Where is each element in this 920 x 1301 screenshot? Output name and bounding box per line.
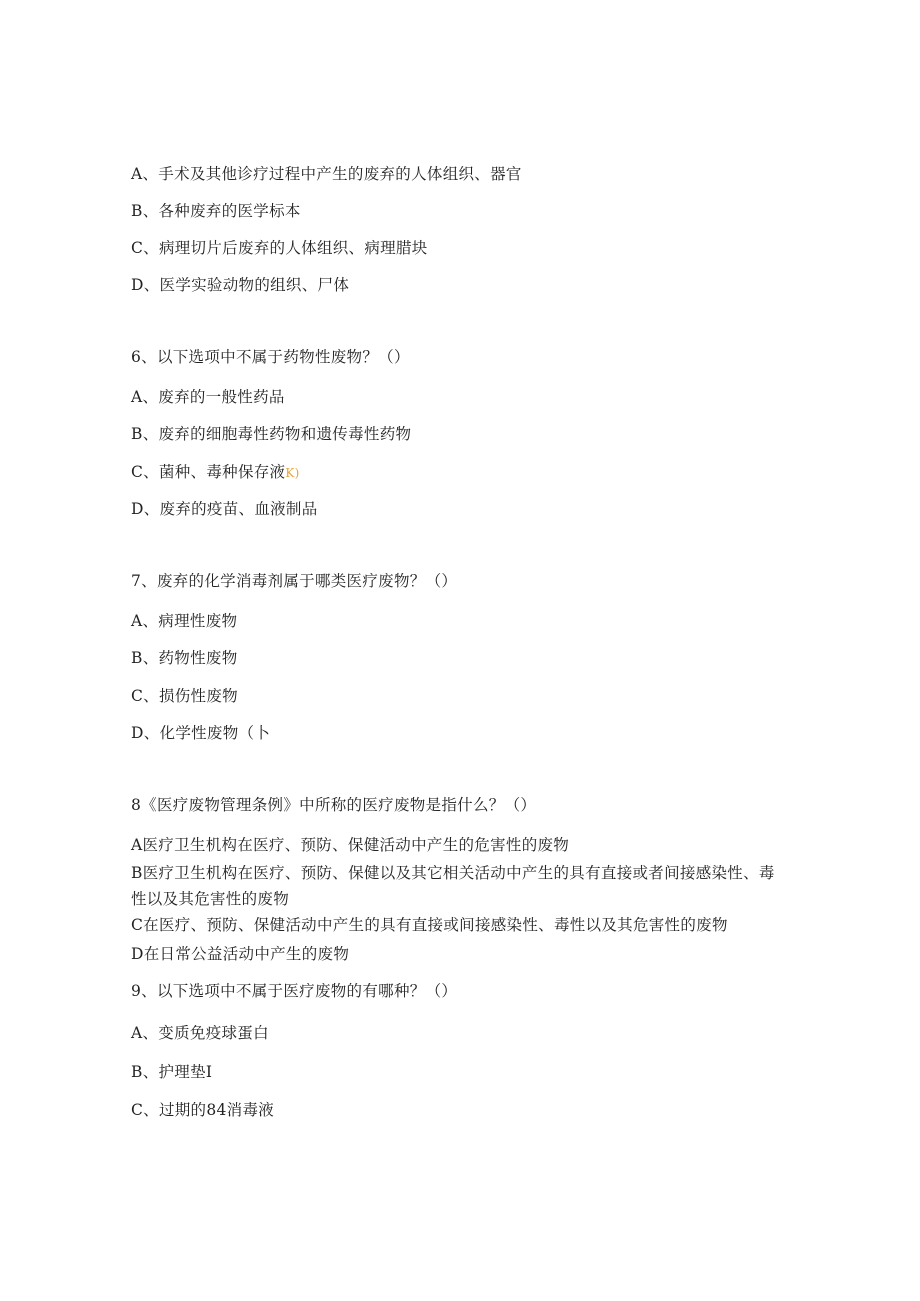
q8-question: 8《医疗废物管理条例》中所称的医疗废物是指什么？（） bbox=[131, 796, 537, 814]
q7-option-d: D、化学性废物（卜 bbox=[131, 724, 271, 742]
q5-option-c: C、病理切片后废弃的人体组织、病理腊块 bbox=[131, 239, 428, 257]
q6-option-d: D、废弃的疫苗、血液制品 bbox=[131, 500, 318, 518]
q9-question: 9、以下选项中不属于医疗废物的有哪种？（） bbox=[131, 982, 458, 1000]
q7-option-a: A、病理性废物 bbox=[131, 612, 238, 630]
q6-option-c-mark: K) bbox=[285, 466, 300, 480]
q5-option-a: A、手术及其他诊疗过程中产生的废弃的人体组织、器官 bbox=[131, 165, 522, 183]
q7-option-b: B、药物性废物 bbox=[131, 649, 238, 667]
q8-option-c: C在医疗、预防、保健活动中产生的具有直接或间接感染性、毒性以及其危害性的废物 bbox=[131, 916, 728, 934]
q6-option-c bbox=[131, 461, 300, 484]
q9-option-a: A、变质免疫球蛋白 bbox=[131, 1024, 269, 1042]
q9-option-c: C、过期的84消毒液 bbox=[131, 1101, 275, 1119]
q9-option-b: B、护理垫I bbox=[131, 1063, 213, 1081]
q8-option-b: B医疗卫生机构在医疗、预防、保健以及其它相关活动中产生的具有直接或者间接感染性、毒性以及其危害性的废物 bbox=[131, 864, 775, 908]
q7-question: 7、废弃的化学消毒剂属于哪类医疗废物？（） bbox=[131, 572, 458, 590]
q5-option-b: B、各种废弃的医学标本 bbox=[131, 202, 301, 220]
q6-option-a: A、废弃的一般性药品 bbox=[131, 388, 285, 406]
q6-question: 6、以下选项中不属于药物性废物？（） bbox=[131, 348, 410, 366]
q6-option-b: B、废弃的细胞毒性药物和遗传毒性药物 bbox=[131, 425, 412, 443]
q8-option-d: D在日常公益活动中产生的废物 bbox=[131, 945, 350, 963]
q8-option-a: A医疗卫生机构在医疗、预防、保健活动中产生的危害性的废物 bbox=[131, 836, 570, 854]
q6-option-c-text: C、菌种、毒种保存液 bbox=[131, 463, 286, 481]
q5-option-d: D、医学实验动物的组织、尸体 bbox=[131, 276, 350, 294]
q7-option-c: C、损伤性废物 bbox=[131, 687, 238, 705]
